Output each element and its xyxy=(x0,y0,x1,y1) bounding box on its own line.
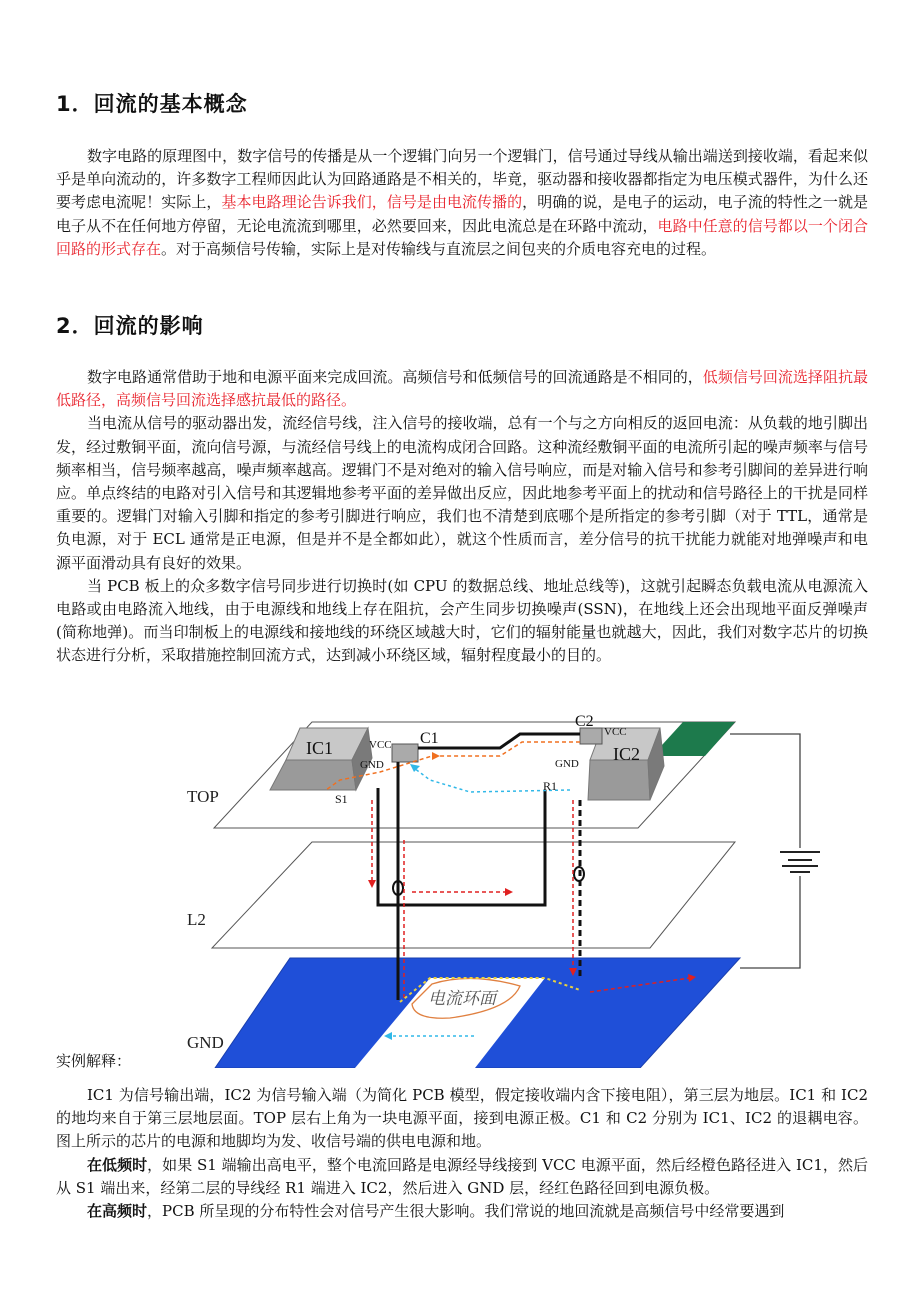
example-paragraph-1: IC1 为信号输出端，IC2 为信号输入端（为简化 PCB 模型，假定接收端内含下接电阻），第三层为地层。IC1 和 IC2 的地均来自于第三层地层面。TOP 层右上角为一块电源平面，接到电源正极。C1 和 C2 分别为 IC1、IC2 的退耦电容。图上所示的芯片的电源和地脚均为发、收信号端的供电电源和地。 xyxy=(56,1086,868,1151)
bold-lead: 在低频时 xyxy=(87,1155,148,1174)
label-gnd1: GND xyxy=(360,759,384,771)
label-gnd: GND xyxy=(187,1033,224,1052)
c2-capacitor xyxy=(580,728,602,744)
example-body xyxy=(56,1084,868,1223)
text-run: ，如果 S1 端输出高电平，整个电流回路是电源经导线接到 VCC 电源平面，然后经橙色路径进入 IC1，然后从 S1 端出来，经第二层的导线经 R1 端进入 IC2，然后进入 GND 层，经红色路径回到电源负极。 xyxy=(56,1155,868,1197)
text-run: ，明确的说，是电子的运动，电子流的特性之一就是电子从不在任何地方停留，无论电流流到哪里，必然要回来，因此电流总是在环路中流动， xyxy=(56,193,868,235)
c1-capacitor xyxy=(392,744,418,762)
bold-lead: 在高频时 xyxy=(87,1202,148,1221)
battery-icon xyxy=(780,852,820,872)
example-paragraph-2 xyxy=(56,1154,868,1200)
section2-paragraph-1 xyxy=(56,366,868,412)
text-run: 数字电路通常借助于地和电源平面来完成回流。高频信号和低频信号的回流通路是不相同的， xyxy=(87,368,703,386)
label-s1: S1 xyxy=(335,792,348,806)
section2-paragraph-2: 当电流从信号的驱动器出发，流经信号线，注入信号的接收端，总有一个与之方向相反的返回电流：从负载的地引脚出发，经过敷铜平面，流向信号源，与流经信号线上的电流构成闭合回路。这种流经敷铜平面的电流所引起的噪声频率与信号频率相当，信号频率越高，噪声频率越高。逻辑门不是对绝对的输入信号响应，而是对输入信号和参考引脚间的差异进行响应。单点终结的电路对引入信号和其逻辑地参考平面的差异做出反应，因此地参考平面上的扰动和信号路径上的干扰是同样重要的。逻辑门对输入引脚和指定的参考引脚进行响应，我们也不清楚到底哪个是所指定的参考引脚（对于 TTL，通常是负电源，对于 ECL 通常是正电源，但是并不是全都如此），就这个性质而言，差分信号的抗干扰能力就能对地弹噪声和电源平面滑动具有良好的效果。 xyxy=(56,414,868,572)
example-caption: 实例解释： xyxy=(56,1052,132,1070)
pcb-return-current-diagram xyxy=(180,702,820,1068)
label-ic2: IC2 xyxy=(613,744,640,764)
highlight-red-text: 低频信号回流选择阻抗最低路径，高频信号回流选择感抗最低的路径。 xyxy=(56,368,868,410)
example-paragraph-3 xyxy=(56,1200,868,1223)
section2-paragraph-3: 当 PCB 板上的众多数字信号同步进行切换时(如 CPU 的数据总线、地址总线等)，这就引起瞬态负载电流从电源流入电路或由电路流入地线，由于电源线和地线上存在阻抗，会产生同步切换噪声(SSN)，在地线上还会出现地平面反弹噪声(简称地弹)。而当印制板上的电源线和接地线的环绕区域越大时，它们的辐射能量也就越大，因此，我们对数字芯片的切换状态进行分析，采取措施控制回流方式，达到减小环绕区域，辐射程度最小的目的。 xyxy=(56,576,868,665)
power-wire xyxy=(740,876,800,968)
highlight-red-text: 基本电路理论告诉我们，信号是由电流传播的 xyxy=(221,193,523,212)
label-r1: R1 xyxy=(543,779,558,793)
label-vcc1: VCC xyxy=(369,739,392,751)
highlight-red-text: 电路中任意的信号都以一个闭合回路的形式存在 xyxy=(56,216,868,258)
label-gnd2: GND xyxy=(555,758,579,770)
label-ic1: IC1 xyxy=(306,738,333,758)
label-top: TOP xyxy=(187,787,219,806)
label-c2: C2 xyxy=(575,713,594,730)
label-current-loop: 电流环面 xyxy=(428,989,496,1008)
section1-heading: 1．回流的基本概念 xyxy=(56,92,248,116)
power-wire xyxy=(730,734,800,848)
label-l2: L2 xyxy=(187,910,206,929)
text-run: 。对于高频信号传输，实际上是对传输线与直流层之间包夹的介质电容充电的过程。 xyxy=(161,239,717,258)
section1-paragraph xyxy=(56,145,868,261)
section2-body xyxy=(56,366,868,668)
text-run: 数字电路的原理图中，数字信号的传播是从一个逻辑门向另一个逻辑门，信号通过导线从输出端送到接收端，看起来似乎是单向流动的，许多数字工程师因此认为回路通路是不相关的，毕竟，驱动器和接收器都指定为电压模式器件，为什么还要考虑电流呢！实际上， xyxy=(56,147,868,212)
label-vcc2: VCC xyxy=(604,726,627,738)
l2-plane xyxy=(212,842,735,948)
label-c1: C1 xyxy=(420,730,439,747)
text-run: ，PCB 所呈现的分布特性会对信号产生很大影响。我们常说的地回流就是高频信号中经常要遇到 xyxy=(147,1202,785,1221)
section2-heading: 2．回流的影响 xyxy=(56,314,204,338)
